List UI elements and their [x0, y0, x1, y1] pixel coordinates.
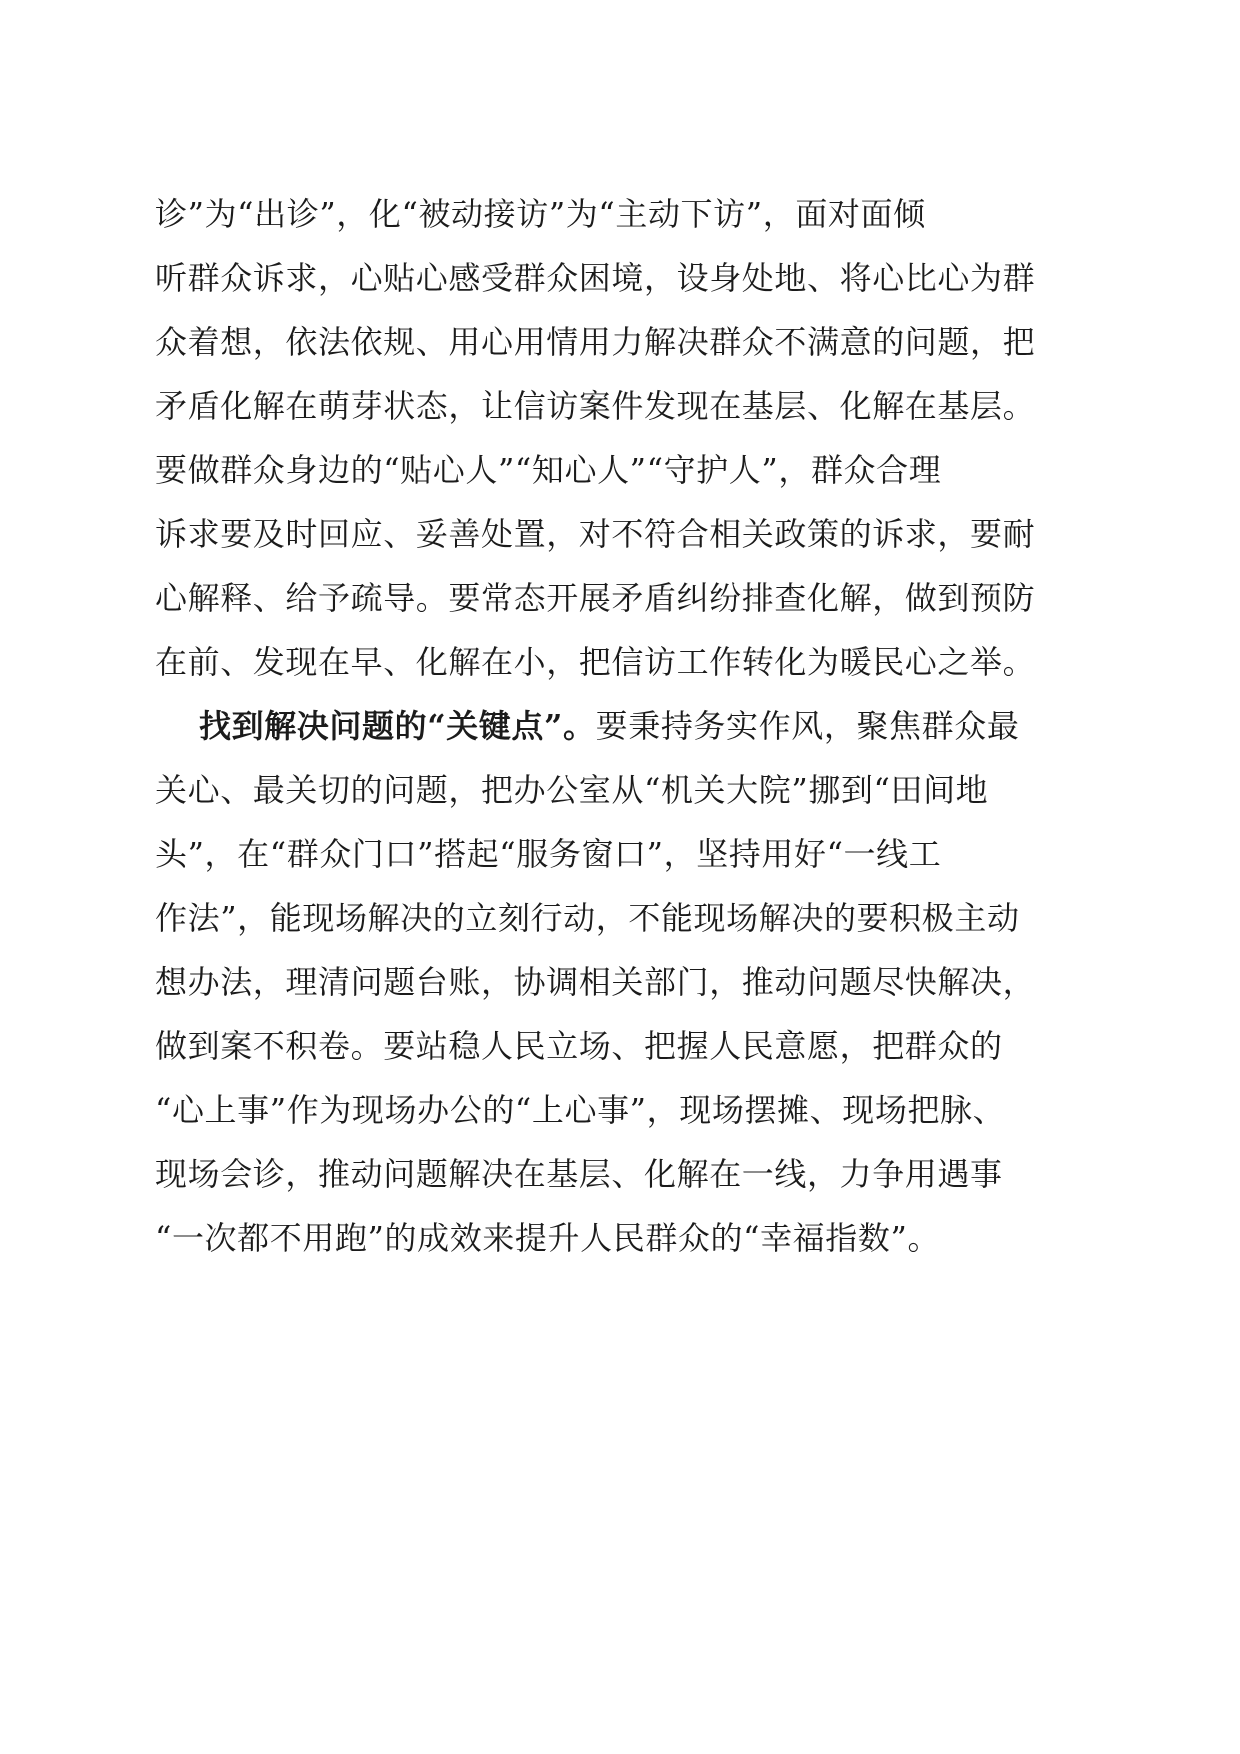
text-line: 想办法，理清问题台账，协调相关部门，推动问题尽快解决，	[155, 963, 1036, 1001]
text-line: 关心、最关切的问题，把办公室从“机关大院”挪到“田间地	[155, 771, 989, 809]
text-line: 现场会诊，推动问题解决在基层、化解在一线，力争用遇事	[155, 1155, 1003, 1193]
text-line: 头”，在“群众门口”搭起“服务窗口”，坚持用好“一线工	[155, 835, 942, 873]
text-line: 心解释、给予疏导。要常态开展矛盾纠纷排查化解，做到预防	[155, 579, 1036, 617]
text-line: 众着想，依法依规、用心用情用力解决群众不满意的问题，把	[155, 323, 1036, 361]
text-line: 作法”，能现场解决的立刻行动，不能现场解决的要积极主动	[155, 899, 1020, 937]
section-heading: 找到解决问题的“关键点”。	[199, 707, 596, 745]
text-line: 要做群众身边的“贴心人”“知心人”“守护人”，群众合理	[155, 451, 942, 489]
paragraph-heading-line	[155, 694, 1155, 758]
text-line: 矛盾化解在萌芽状态，让信访案件发现在基层、化解在基层。	[155, 387, 1036, 425]
text-line: 听群众诉求，心贴心感受群众困境，设身处地、将心比心为群	[155, 259, 1036, 297]
text-line: 做到案不积卷。要站稳人民立场、把握人民意愿，把群众的	[155, 1027, 1003, 1065]
body-text	[155, 182, 1155, 1270]
heading-continuation: 要秉持务实作风，聚焦群众最	[595, 707, 1020, 745]
text-line: 在前、发现在早、化解在小，把信访工作转化为暖民心之举。	[155, 643, 1036, 681]
text-line: 诊”为“出诊”，化“被动接访”为“主动下访”，面对面倾	[155, 195, 926, 233]
text-line: 诉求要及时回应、妥善处置，对不符合相关政策的诉求，要耐	[155, 515, 1036, 553]
text-line: “心上事”作为现场办公的“上心事”，现场摆摊、现场把脉、	[155, 1091, 1006, 1129]
text-line: “一次都不用跑”的成效来提升人民群众的“幸福指数”。	[155, 1219, 941, 1257]
